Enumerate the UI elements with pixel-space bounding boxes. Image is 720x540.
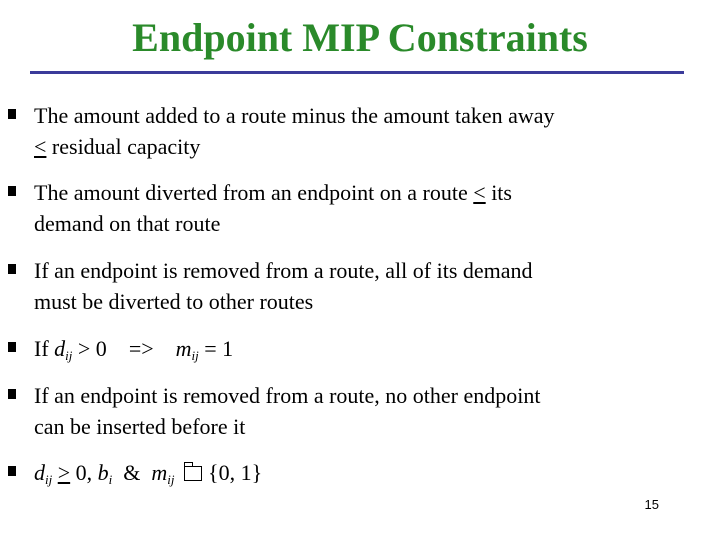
bullet-line: demand on that route (34, 211, 221, 236)
page-number: 15 (644, 497, 659, 512)
bullet-line: must be diverted to other routes (34, 289, 314, 314)
square-bullet-icon (8, 342, 16, 352)
slide-title: Endpoint MIP Constraints (132, 15, 588, 60)
gt-zero: > 0 (77, 336, 107, 361)
square-bullet-icon (8, 389, 16, 399)
bullet-line: residual capacity (46, 134, 201, 159)
subscript-ij: ij (191, 348, 199, 363)
var-d: d (54, 336, 66, 361)
gte-symbol: > (57, 460, 71, 485)
subscript-i: i (108, 472, 113, 487)
subscript-ij: ij (167, 472, 175, 487)
equals-one: = 1 (198, 336, 234, 361)
square-bullet-icon (8, 186, 16, 196)
lte-symbol: < (34, 134, 47, 159)
var-b: b (97, 460, 109, 485)
bullet-line: If an endpoint is removed from a route, no other endpoint (34, 383, 541, 408)
var-m: m (175, 336, 192, 361)
var-d: d (34, 460, 45, 485)
bullet-line: The amount added to a route minus the amount taken away (34, 103, 555, 128)
if-word: If (34, 336, 55, 361)
subscript-ij: ij (45, 472, 53, 487)
bullet-line: can be inserted before it (34, 414, 246, 439)
square-bullet-icon (8, 466, 16, 476)
bullet-line: If an endpoint is removed from a route, all of its demand (34, 258, 533, 283)
zero-comma: 0, (70, 460, 98, 485)
subscript-ij: ij (65, 348, 73, 363)
binary-set: {0, 1} (208, 460, 263, 485)
square-bullet-icon (8, 264, 16, 274)
var-m: m (151, 460, 168, 485)
bullet-line: The amount diverted from an endpoint on a route (34, 180, 474, 205)
missing-glyph-box-icon (184, 466, 202, 481)
bullet-line: its (485, 180, 512, 205)
square-bullet-icon (8, 109, 16, 119)
implies-symbol: => (128, 336, 154, 361)
title-underline (30, 71, 684, 74)
ampersand: & (123, 460, 141, 485)
lte-symbol: < (473, 180, 486, 205)
